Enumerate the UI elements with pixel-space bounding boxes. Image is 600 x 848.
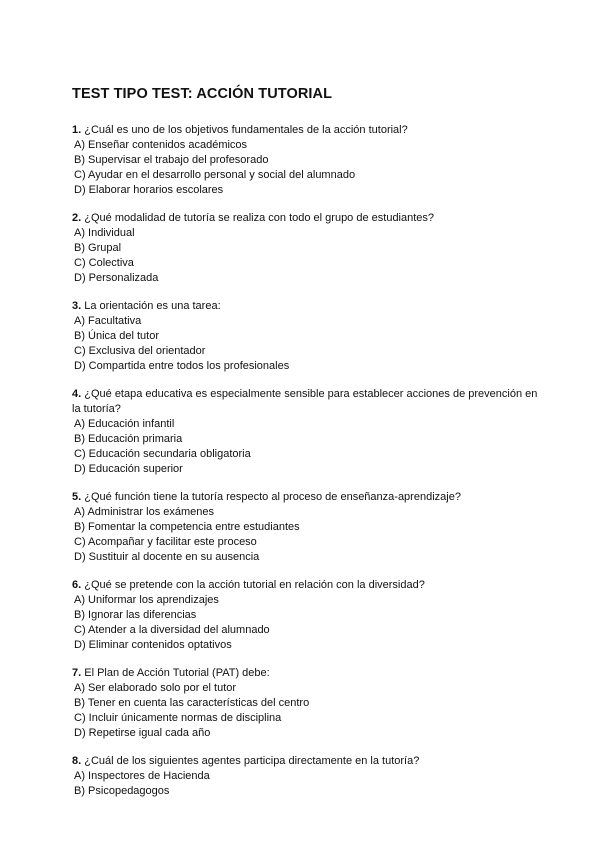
answer-option: C) Incluir únicamente normas de disciplina xyxy=(74,712,282,724)
document-page xyxy=(72,86,542,812)
answer-option: B) Fomentar la competencia entre estudiantes xyxy=(74,521,300,533)
answer-option: B) Grupal xyxy=(74,242,122,254)
answer-options xyxy=(72,314,542,374)
answer-option: B) Supervisar el trabajo del profesorado xyxy=(74,154,269,166)
question-text xyxy=(72,578,542,593)
answer-options xyxy=(72,505,542,565)
answer-option: D) Personalizada xyxy=(74,272,159,284)
answer-option: A) Individual xyxy=(74,227,135,239)
question-number: 6. xyxy=(72,579,82,591)
answer-option: D) Educación superior xyxy=(74,463,183,475)
question-body: ¿Cuál es uno de los objetivos fundamentales de la acción tutorial? xyxy=(84,124,408,136)
answer-options xyxy=(72,593,542,653)
answer-option: A) Ser elaborado solo por el tutor xyxy=(74,682,237,694)
answer-option: B) Ignorar las diferencias xyxy=(74,609,197,621)
question-body: ¿Qué función tiene la tutoría respecto al proceso de enseñanza-aprendizaje? xyxy=(84,491,461,503)
answer-option: A) Uniformar los aprendizajes xyxy=(74,594,219,606)
question-number: 7. xyxy=(72,667,82,679)
answer-options xyxy=(72,138,542,198)
question-body: ¿Qué modalidad de tutoría se realiza con todo el grupo de estudiantes? xyxy=(84,212,435,224)
answer-option: A) Facultativa xyxy=(74,315,142,327)
question-8 xyxy=(72,754,542,799)
question-body: El Plan de Acción Tutorial (PAT) debe: xyxy=(84,667,270,679)
answer-options xyxy=(72,226,542,286)
answer-options xyxy=(72,769,542,799)
question-number: 2. xyxy=(72,212,82,224)
question-3 xyxy=(72,299,542,374)
answer-option: D) Eliminar contenidos optativos xyxy=(74,639,232,651)
answer-option: B) Psicopedagogos xyxy=(74,785,170,797)
answer-option: D) Sustituir al docente en su ausencia xyxy=(74,551,260,563)
question-1 xyxy=(72,123,542,198)
answer-option: D) Elaborar horarios escolares xyxy=(74,184,224,196)
page-title: TEST TIPO TEST: ACCIÓN TUTORIAL xyxy=(72,86,333,102)
question-text xyxy=(72,490,542,505)
answer-option: A) Educación infantil xyxy=(74,418,175,430)
question-body: ¿Cuál de los siguientes agentes participa directamente en la tutoría? xyxy=(84,755,420,767)
question-list xyxy=(72,123,542,799)
answer-options xyxy=(72,417,542,477)
answer-option: A) Administrar los exámenes xyxy=(74,506,214,518)
question-5 xyxy=(72,490,542,565)
answer-option: A) Inspectores de Hacienda xyxy=(74,770,210,782)
question-text xyxy=(72,754,542,769)
question-4 xyxy=(72,387,542,477)
question-text xyxy=(72,211,542,226)
question-text xyxy=(72,299,542,314)
answer-option: B) Única del tutor xyxy=(74,330,159,342)
answer-option: C) Educación secundaria obligatoria xyxy=(74,448,251,460)
answer-option: D) Repetirse igual cada año xyxy=(74,727,211,739)
question-number: 8. xyxy=(72,755,82,767)
answer-option: C) Atender a la diversidad del alumnado xyxy=(74,624,270,636)
question-text xyxy=(72,666,542,681)
answer-options xyxy=(72,681,542,741)
question-text xyxy=(72,123,542,138)
answer-option: B) Tener en cuenta las características del centro xyxy=(74,697,310,709)
answer-option: C) Ayudar en el desarrollo personal y social del alumnado xyxy=(74,169,356,181)
question-number: 3. xyxy=(72,300,82,312)
question-number: 4. xyxy=(72,388,82,400)
answer-option: B) Educación primaria xyxy=(74,433,183,445)
question-body: La orientación es una tarea: xyxy=(84,300,221,312)
question-6 xyxy=(72,578,542,653)
question-number: 1. xyxy=(72,124,82,136)
question-text xyxy=(72,387,542,417)
question-body: ¿Qué etapa educativa es especialmente sensible para establecer acciones de prevención en la tutoría? xyxy=(72,388,538,415)
answer-option: C) Acompañar y facilitar este proceso xyxy=(74,536,257,548)
question-body: ¿Qué se pretende con la acción tutorial en relación con la diversidad? xyxy=(84,579,425,591)
answer-option: C) Colectiva xyxy=(74,257,134,269)
question-2 xyxy=(72,211,542,286)
answer-option: A) Enseñar contenidos académicos xyxy=(74,139,248,151)
question-number: 5. xyxy=(72,491,82,503)
question-7 xyxy=(72,666,542,741)
answer-option: C) Exclusiva del orientador xyxy=(74,345,206,357)
answer-option: D) Compartida entre todos los profesionales xyxy=(74,360,290,372)
